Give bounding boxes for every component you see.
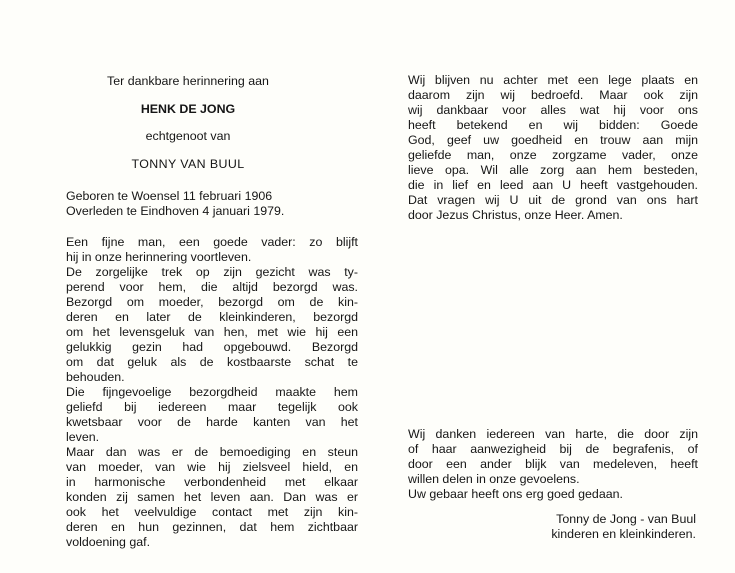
- text-line: God, geef uw goedheid en trouw aan mijn: [408, 133, 698, 147]
- text-line: Wij danken iedereen van harte, die door zijn: [408, 427, 698, 441]
- text-line: geliefde man, onze zorgzame vader, onze: [408, 148, 698, 162]
- text-line: of haar aanwezigheid bij de begrafenis, of: [408, 442, 698, 456]
- thanks-block: [408, 427, 698, 502]
- text-line: hij in onze herinnering voortleven.: [66, 250, 252, 264]
- text-line: door Jezus Christus, onze Heer. Amen.: [408, 208, 623, 222]
- text-line: ook het veelvuldige contact met zijn kin-: [66, 505, 358, 519]
- death-line: Overleden te Eindhoven 4 januari 1979.: [66, 204, 285, 218]
- eulogy-paragraph: [66, 385, 358, 445]
- signature: [470, 512, 696, 542]
- eulogy-paragraph: [66, 265, 358, 385]
- text-line: Bezorgd om moeder, bezorgd om de kin-: [66, 295, 358, 309]
- text-line: deren en later de kleinkinderen, bezorgd: [66, 310, 358, 324]
- text-line: geliefd bij iedereen maar tegelijk ook: [66, 400, 358, 414]
- text-line: De zorgelijke trek op zijn gezicht was ty-: [66, 265, 358, 279]
- right-column: [408, 73, 698, 223]
- text-line: lieve opa. Wil alle zorg aan hem besteden,: [408, 163, 698, 177]
- closing-line: Uw gebaar heeft ons erg goed gedaan.: [408, 487, 623, 501]
- text-line: van moeder, van wie hij zielsveel hield, en: [66, 460, 358, 474]
- deceased-name: HENK DE JONG: [140, 102, 236, 116]
- eulogy-paragraph: [66, 445, 358, 550]
- text-line: voldoening gaf.: [66, 535, 151, 549]
- text-line: daarom zijn wij bedroefd. Maar ook zijn: [408, 88, 698, 102]
- text-line: door een ander blijk van medeleven, heeft: [408, 457, 698, 471]
- prayer-text: [408, 73, 698, 223]
- text-line: in harmonische verbondenheid met elkaar: [66, 475, 358, 489]
- thanks-text: [408, 427, 698, 487]
- text-line: heeft betekend en wij bidden: Goede: [408, 118, 698, 132]
- text-line: deren en hun gezinnen, dat hem zichtbaar: [66, 520, 358, 534]
- birth-line: Geboren te Woensel 11 februari 1906: [66, 189, 273, 203]
- text-line: om dat geluk als de kostbaarste schat te: [66, 355, 358, 369]
- dedication-intro: Ter dankbare herinnering aan: [107, 74, 269, 88]
- eulogy-paragraph: [66, 235, 358, 265]
- text-line: gelukkig gezin had opgebouwd. Bezorgd: [66, 340, 358, 354]
- text-line: behouden.: [66, 370, 125, 384]
- spouse-intro: echtgenoot van: [145, 129, 231, 143]
- left-column: [66, 74, 358, 550]
- text-line: Wij blijven nu achter met een lege plaats en: [408, 73, 698, 87]
- text-line: die in lief en leed aan U heeft vastgehouden.: [408, 178, 698, 192]
- text-line: kwetsbaar voor de harde kanten van het: [66, 415, 358, 429]
- signature-family: kinderen en kleinkinderen.: [551, 527, 696, 541]
- text-line: Een fijne man, een goede vader: zo blijft: [66, 235, 358, 249]
- text-line: wij dankbaar voor alles wat hij voor ons: [408, 103, 698, 117]
- text-line: Die fijngevoelige bezorgdheid maakte hem: [66, 385, 358, 399]
- text-line: Maar dan was er de bemoediging en steun: [66, 445, 358, 459]
- text-line: Dat vragen wij U uit de grond van ons hart: [408, 193, 698, 207]
- text-line: willen delen in onze gevoelens.: [408, 472, 580, 486]
- text-line: konden zij samen het leven aan. Dan was er: [66, 490, 358, 504]
- spouse-name: TONNY VAN BUUL: [131, 157, 245, 171]
- text-line: om het levensgeluk van hen, met wie hij een: [66, 325, 358, 339]
- text-line: leven.: [66, 430, 100, 444]
- life-dates: [66, 189, 358, 219]
- text-line: perend voor hem, die altijd bezorgd was.: [66, 280, 358, 294]
- eulogy-text: [66, 235, 358, 550]
- signature-name: Tonny de Jong - van Buul: [556, 512, 696, 526]
